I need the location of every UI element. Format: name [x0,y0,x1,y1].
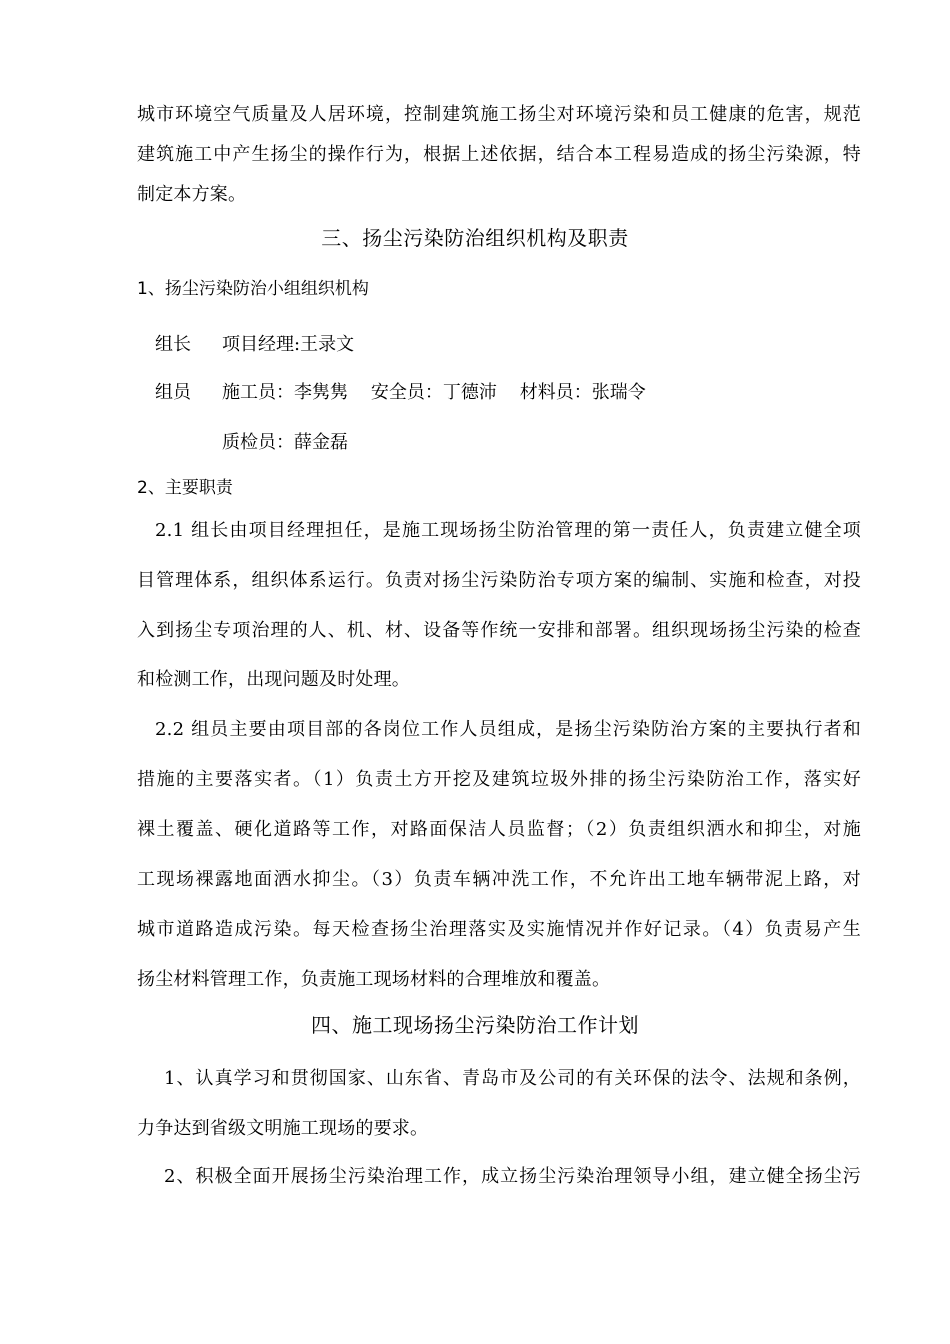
member-row-2: 质检员：薛金磊 [222,432,348,453]
intro-line-3: 制定本方案。 [137,184,247,205]
s4-p1-line-1: 1、认真学习和贯彻国家、山东省、青岛市及公司的有关环保的法令、法规和条例， [164,1068,861,1089]
p22-line-2: 措施的主要落实者。（1）负责土方开挖及建筑垃圾外排的扬尘污染防治工作，落实好 [137,769,861,790]
p22-line-6: 扬尘材料管理工作，负责施工现场材料的合理堆放和覆盖。 [137,969,611,990]
intro-line-2: 建筑施工中产生扬尘的操作行为，根据上述依据，结合本工程易造成的扬尘污染源，特 [137,144,861,165]
section-4-title: 四、施工现场扬尘污染防治工作计划 [311,1013,639,1037]
leader-value: 项目经理:王录文 [222,334,355,355]
subsection-2-title: 2、主要职责 [137,478,233,498]
p21-line-2: 目管理体系，组织体系运行。负责对扬尘污染防治专项方案的编制、实施和检查，对投 [137,570,861,591]
s4-p1-line-2: 力争达到省级文明施工现场的要求。 [137,1118,429,1139]
p21-line-4: 和检测工作，出现问题及时处理。 [137,669,410,690]
leader-label: 组长 [155,334,191,355]
section-3-title: 三、扬尘污染防治组织机构及职责 [321,226,629,250]
intro-line-1: 城市环境空气质量及人居环境，控制建筑施工扬尘对环境污染和员工健康的危害，规范 [137,104,861,125]
s4-p2-line-1: 2、积极全面开展扬尘污染治理工作，成立扬尘污染治理领导小组，建立健全扬尘污 [164,1166,861,1187]
p22-line-1: 2.2 组员主要由项目部的各岗位工作人员组成，是扬尘污染防治方案的主要执行者和 [155,719,861,740]
member-label: 组员 [155,382,191,403]
p22-line-3: 裸土覆盖、硬化道路等工作，对路面保洁人员监督；（2）负责组织洒水和抑尘，对施 [137,819,861,840]
p22-line-4: 工现场裸露地面洒水抑尘。（3）负责车辆冲洗工作，不允许出工地车辆带泥上路，对 [137,869,861,890]
p21-line-3: 入到扬尘专项治理的人、机、材、设备等作统一安排和部署。组织现场扬尘污染的检查 [137,620,861,641]
subsection-1-title: 1、扬尘污染防治小组组织机构 [137,279,369,299]
p21-line-1: 2.1 组长由项目经理担任，是施工现场扬尘防治管理的第一责任人，负责建立健全项 [155,520,861,541]
p22-line-5: 城市道路造成污染。每天检查扬尘治理落实及实施情况并作好记录。（4）负责易产生 [137,919,861,940]
member-row-1: 施工员：李隽隽 安全员：丁德沛 材料员：张瑞令 [222,382,646,403]
